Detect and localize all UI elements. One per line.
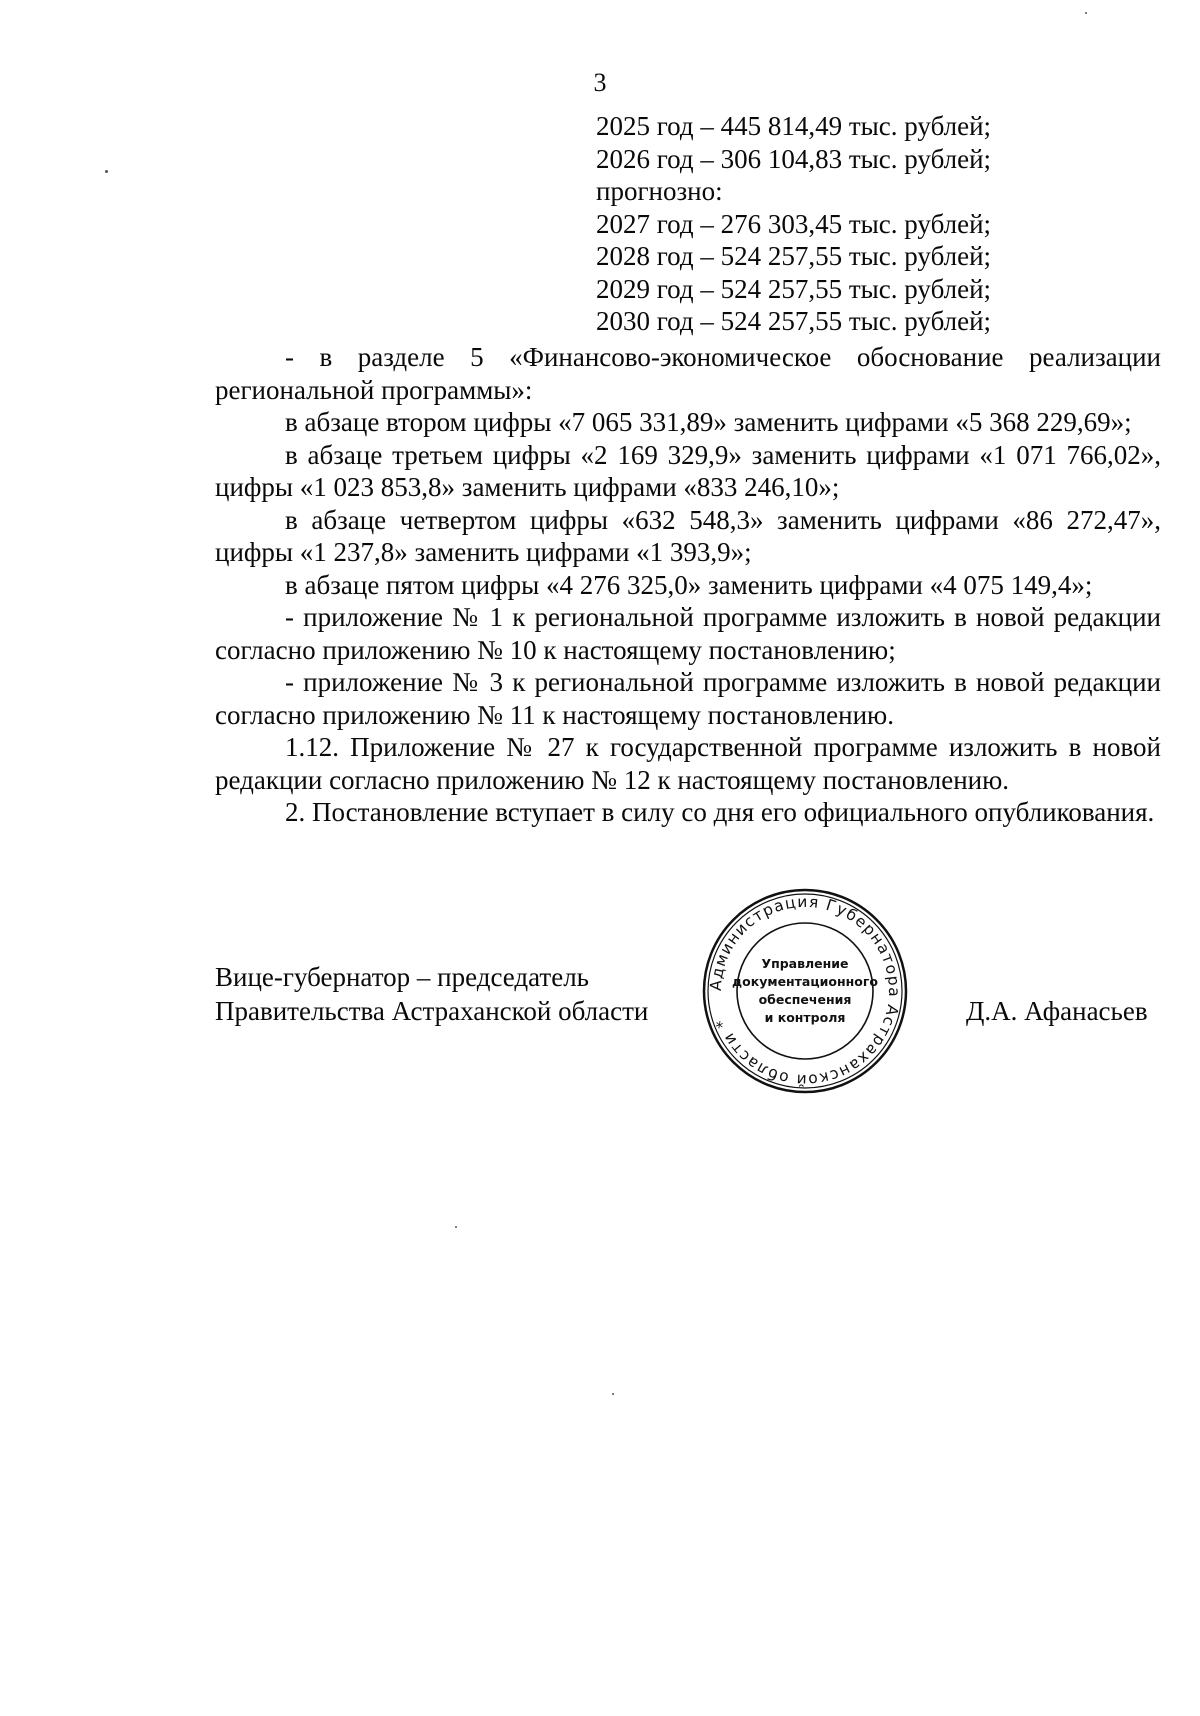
paragraph-abzac3: в абзаце третьем цифры «2 169 329,9» заменить цифрами «1 071 766,02», цифры «1 023 853,8» заменить цифрами «833 246,10»;	[215, 439, 1161, 502]
decree-body	[215, 341, 1161, 829]
amount-line: 2027 год – 276 303,45 тыс. рублей;	[596, 208, 992, 239]
scan-speck	[105, 170, 108, 173]
paragraph-abzac4: в абзаце четвертом цифры «632 548,3» заменить цифрами «86 272,47», цифры «1 237,8» заменить цифрами «1 393,9»;	[215, 504, 1161, 567]
seal-outer-text: Администрация Губернатора Астраханской области *	[706, 892, 904, 1090]
signatory-position-line2: Правительства Астраханской области	[215, 996, 649, 1026]
paragraph-abzac2: в абзаце втором цифры «7 065 331,89» заменить цифрами «5 368 229,69»;	[285, 407, 1132, 437]
amount-line: 2025 год – 445 814,49 тыс. рублей;	[596, 111, 992, 141]
paragraph-appendix1: - приложение № 1 к региональной программе изложить в новой редакции согласно приложению № 10 к настоящему постановлению;	[215, 602, 1161, 665]
paragraph-abzac5: в абзаце пятом цифры «4 276 325,0» заменить цифрами «4 075 149,4»;	[285, 569, 1093, 600]
amount-line: 2030 год – 524 257,55 тыс. рублей;	[596, 306, 992, 336]
amount-line: 2028 год – 524 257,55 тыс. рублей;	[596, 241, 992, 271]
funding-amounts-list	[596, 110, 991, 338]
amount-line: 2026 год – 306 104,83 тыс. рублей;	[596, 143, 992, 174]
amount-line: прогнозно:	[596, 176, 723, 206]
official-seal-stamp	[700, 886, 910, 1096]
paragraph-1-12: 1.12. Приложение № 27 к государственной программе изложить в новой редакции согласно приложению № 12 к настоящему постановлению.	[215, 732, 1161, 795]
paragraph-section5: - в разделе 5 «Финансово-экономическое обоснование реализации региональной программы»:	[215, 342, 1161, 405]
signatory-position-line1: Вице-губернатор – председатель	[215, 962, 589, 992]
amount-line: 2029 год – 524 257,55 тыс. рублей;	[596, 273, 992, 304]
scan-speck	[455, 1226, 457, 1228]
seal-inner-line: Управление	[761, 956, 849, 971]
scan-speck	[612, 1393, 614, 1395]
page-number: 3	[593, 68, 607, 97]
paragraph-appendix3: - приложение № 3 к региональной программе изложить в новой редакции согласно приложению № 11 к настоящему постановлению.	[215, 667, 1161, 730]
seal-inner-line: обеспечения	[758, 992, 852, 1007]
seal-inner-line: документационного	[732, 974, 878, 989]
scan-speck	[1085, 12, 1087, 14]
signatory-position	[215, 960, 648, 1028]
paragraph-2-effective: 2. Постановление вступает в силу со дня его официального опубликования.	[285, 797, 1155, 827]
signatory-name: Д.А. Афанасьев	[966, 996, 1148, 1026]
seal-inner-line: и контроля	[764, 1010, 846, 1025]
